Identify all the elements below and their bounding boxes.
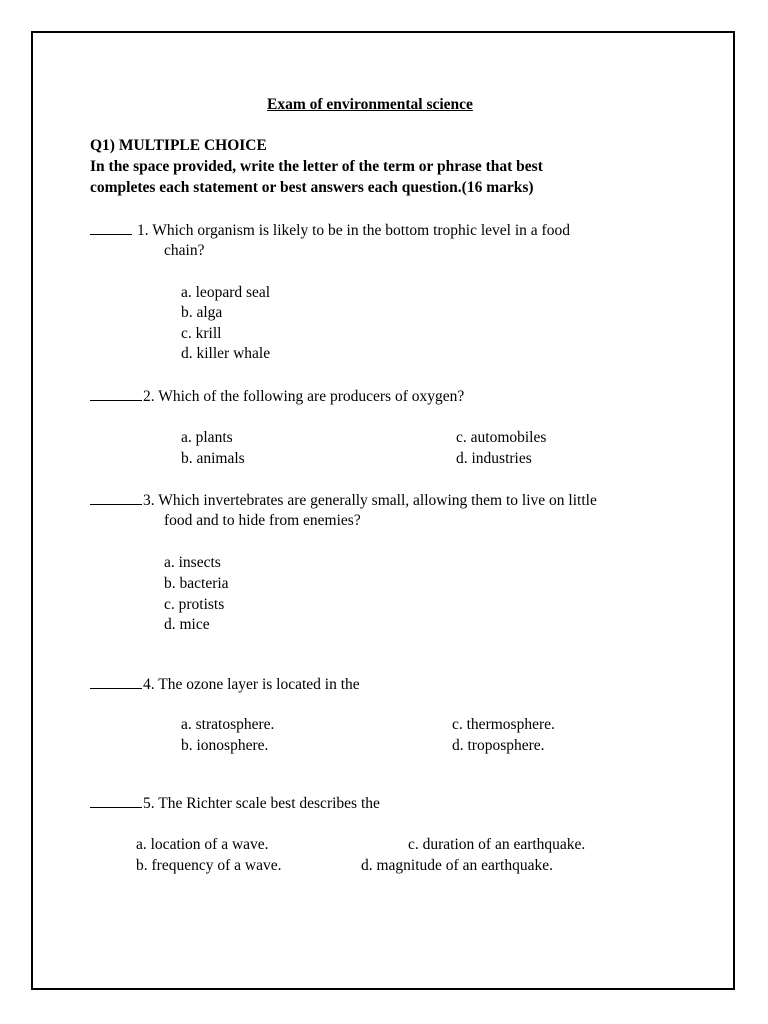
option: a. stratosphere. [181, 716, 275, 733]
answer-blank[interactable] [90, 386, 142, 401]
question-3 [90, 490, 597, 511]
option: b. alga [181, 304, 223, 321]
option: a. location of a wave. [136, 836, 269, 853]
option: a. plants [181, 429, 233, 446]
answer-blank[interactable] [90, 674, 142, 689]
option: b. frequency of a wave. [136, 857, 282, 874]
question-4 [90, 674, 360, 695]
question-text: Which invertebrates are generally small, allowing them to live on little [158, 492, 597, 509]
question-5 [90, 793, 380, 814]
question-number: 2. [143, 388, 155, 405]
question-number: 5. [143, 795, 155, 812]
question-number: 4. [143, 676, 155, 693]
question-text: Which organism is likely to be in the bottom trophic level in a food [152, 222, 570, 239]
option: d. troposphere. [452, 737, 545, 754]
option: c. automobiles [456, 429, 547, 446]
question-text-continued: chain? [164, 242, 205, 259]
option: d. mice [164, 616, 210, 633]
option: c. thermosphere. [452, 716, 555, 733]
option: c. krill [181, 325, 222, 342]
question-number: 1. [137, 222, 149, 239]
option: d. magnitude of an earthquake. [361, 857, 553, 874]
section-heading: Q1) MULTIPLE CHOICE [90, 137, 267, 154]
instructions-line-2: completes each statement or best answers each question.(16 marks) [90, 179, 534, 196]
question-text: Which of the following are producers of oxygen? [158, 388, 465, 405]
instructions-line-1: In the space provided, write the letter of the term or phrase that best [90, 158, 543, 175]
answer-blank[interactable] [90, 220, 132, 235]
option: a. insects [164, 554, 221, 571]
option: b. animals [181, 450, 245, 467]
option: c. duration of an earthquake. [408, 836, 586, 853]
option: c. protists [164, 596, 225, 613]
answer-blank[interactable] [90, 793, 142, 808]
question-text: The ozone layer is located in the [158, 676, 360, 693]
option: b. bacteria [164, 575, 229, 592]
option: d. killer whale [181, 345, 271, 362]
question-1 [90, 220, 570, 241]
option: b. ionosphere. [181, 737, 269, 754]
exam-title: Exam of environmental science [267, 96, 473, 113]
option: d. industries [456, 450, 532, 467]
question-text-continued: food and to hide from enemies? [164, 512, 361, 529]
question-text: The Richter scale best describes the [158, 795, 380, 812]
answer-blank[interactable] [90, 490, 142, 505]
question-number: 3. [143, 492, 155, 509]
option: a. leopard seal [181, 284, 271, 301]
question-2 [90, 386, 464, 407]
